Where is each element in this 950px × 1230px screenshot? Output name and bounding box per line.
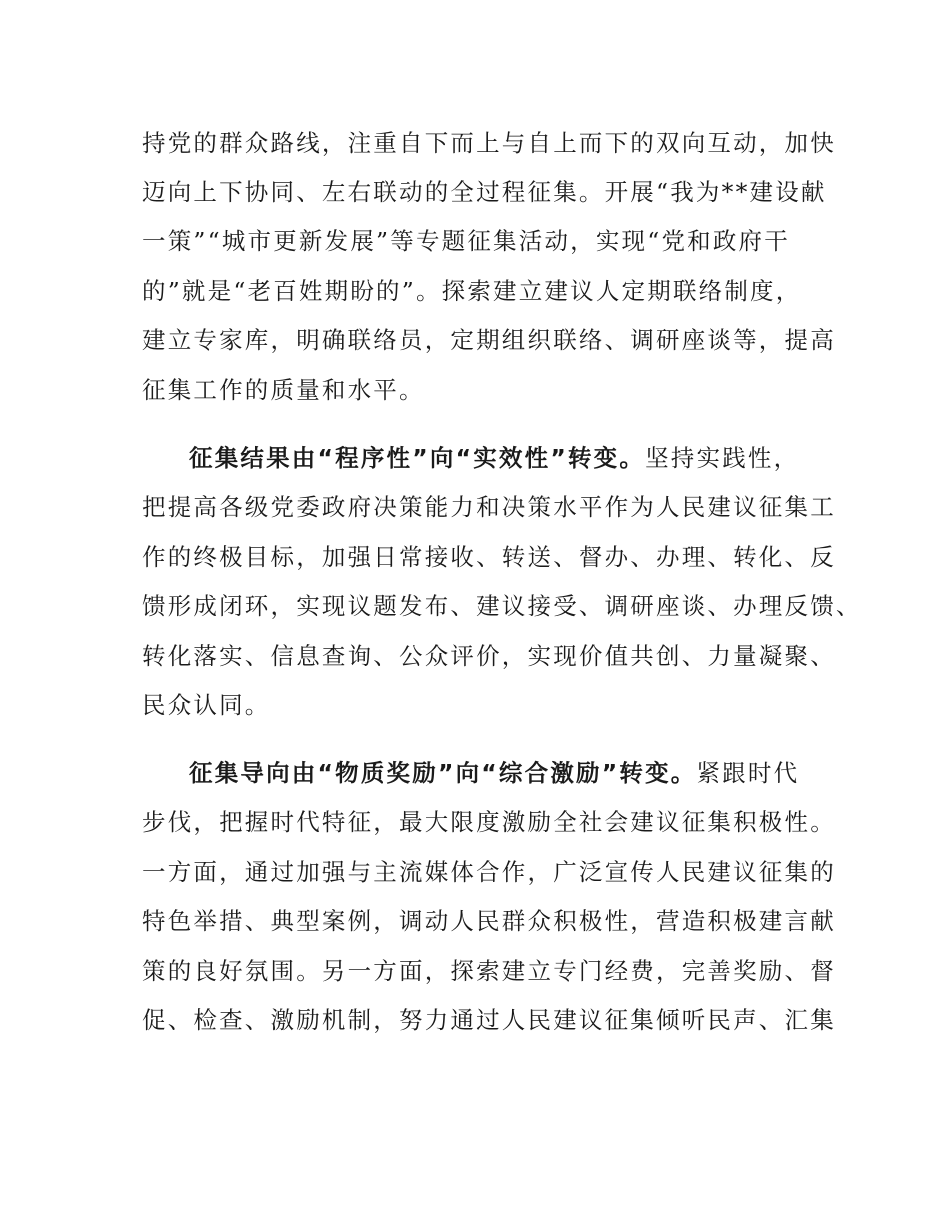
paragraph-line: 促、检查、激励机制，努力通过人民建议征集倾听民声、汇集 [142,1006,836,1034]
paragraph-line: 步伐，把握时代特征，最大限度激励全社会建议征集积极性。 [142,808,836,836]
paragraph-line: 一方面，通过加强与主流媒体合作，广泛宣传人民建议征集的 [142,858,836,886]
paragraph-first-line [189,758,799,788]
paragraph-text: 坚持实践性， [645,444,800,472]
paragraph-first-line [189,443,799,473]
paragraph-line: 建立专家库，明确联络员，定期组织联络、调研座谈等，提高 [142,326,836,354]
paragraph-line: 征集工作的质量和水平。 [142,376,425,404]
paragraph-line: 转化落实、信息查询、公众评价，实现价值共创、力量凝聚、 [142,642,836,670]
paragraph-line: 持党的群众路线，注重自下而上与自上而下的双向互动，加快 [142,129,836,157]
paragraph-line: 一策”“城市更新发展”等专题征集活动，实现“党和政府干 [142,227,790,255]
paragraph-line: 作的终极目标，加强日常接收、转送、督办、办理、转化、反 [142,543,836,571]
paragraph-line: 把提高各级党委政府决策能力和决策水平作为人民建议征集工 [142,493,836,521]
paragraph-line: 的”就是“老百姓期盼的”。探索建立建议人定期联络制度， [142,277,802,305]
section-heading: 征集结果由“程序性”向“实效性”转变。 [189,444,646,472]
paragraph-line: 馈形成闭环，实现议题发布、建议接受、调研座谈、办理反馈、 [142,592,862,620]
paragraph-text: 紧跟时代 [696,759,800,787]
paragraph-line: 迈向上下协同、左右联动的全过程征集。开展“我为**建设献 [142,178,827,206]
paragraph-line: 特色举措、典型案例，调动人民群众积极性，营造积极建言献 [142,907,836,935]
section-heading: 征集导向由“物质奖励”向“综合激励”转变。 [189,759,697,787]
paragraph-line: 民众认同。 [142,691,271,719]
paragraph-line: 策的良好氛围。另一方面，探索建立专门经费，完善奖励、督 [142,957,836,985]
